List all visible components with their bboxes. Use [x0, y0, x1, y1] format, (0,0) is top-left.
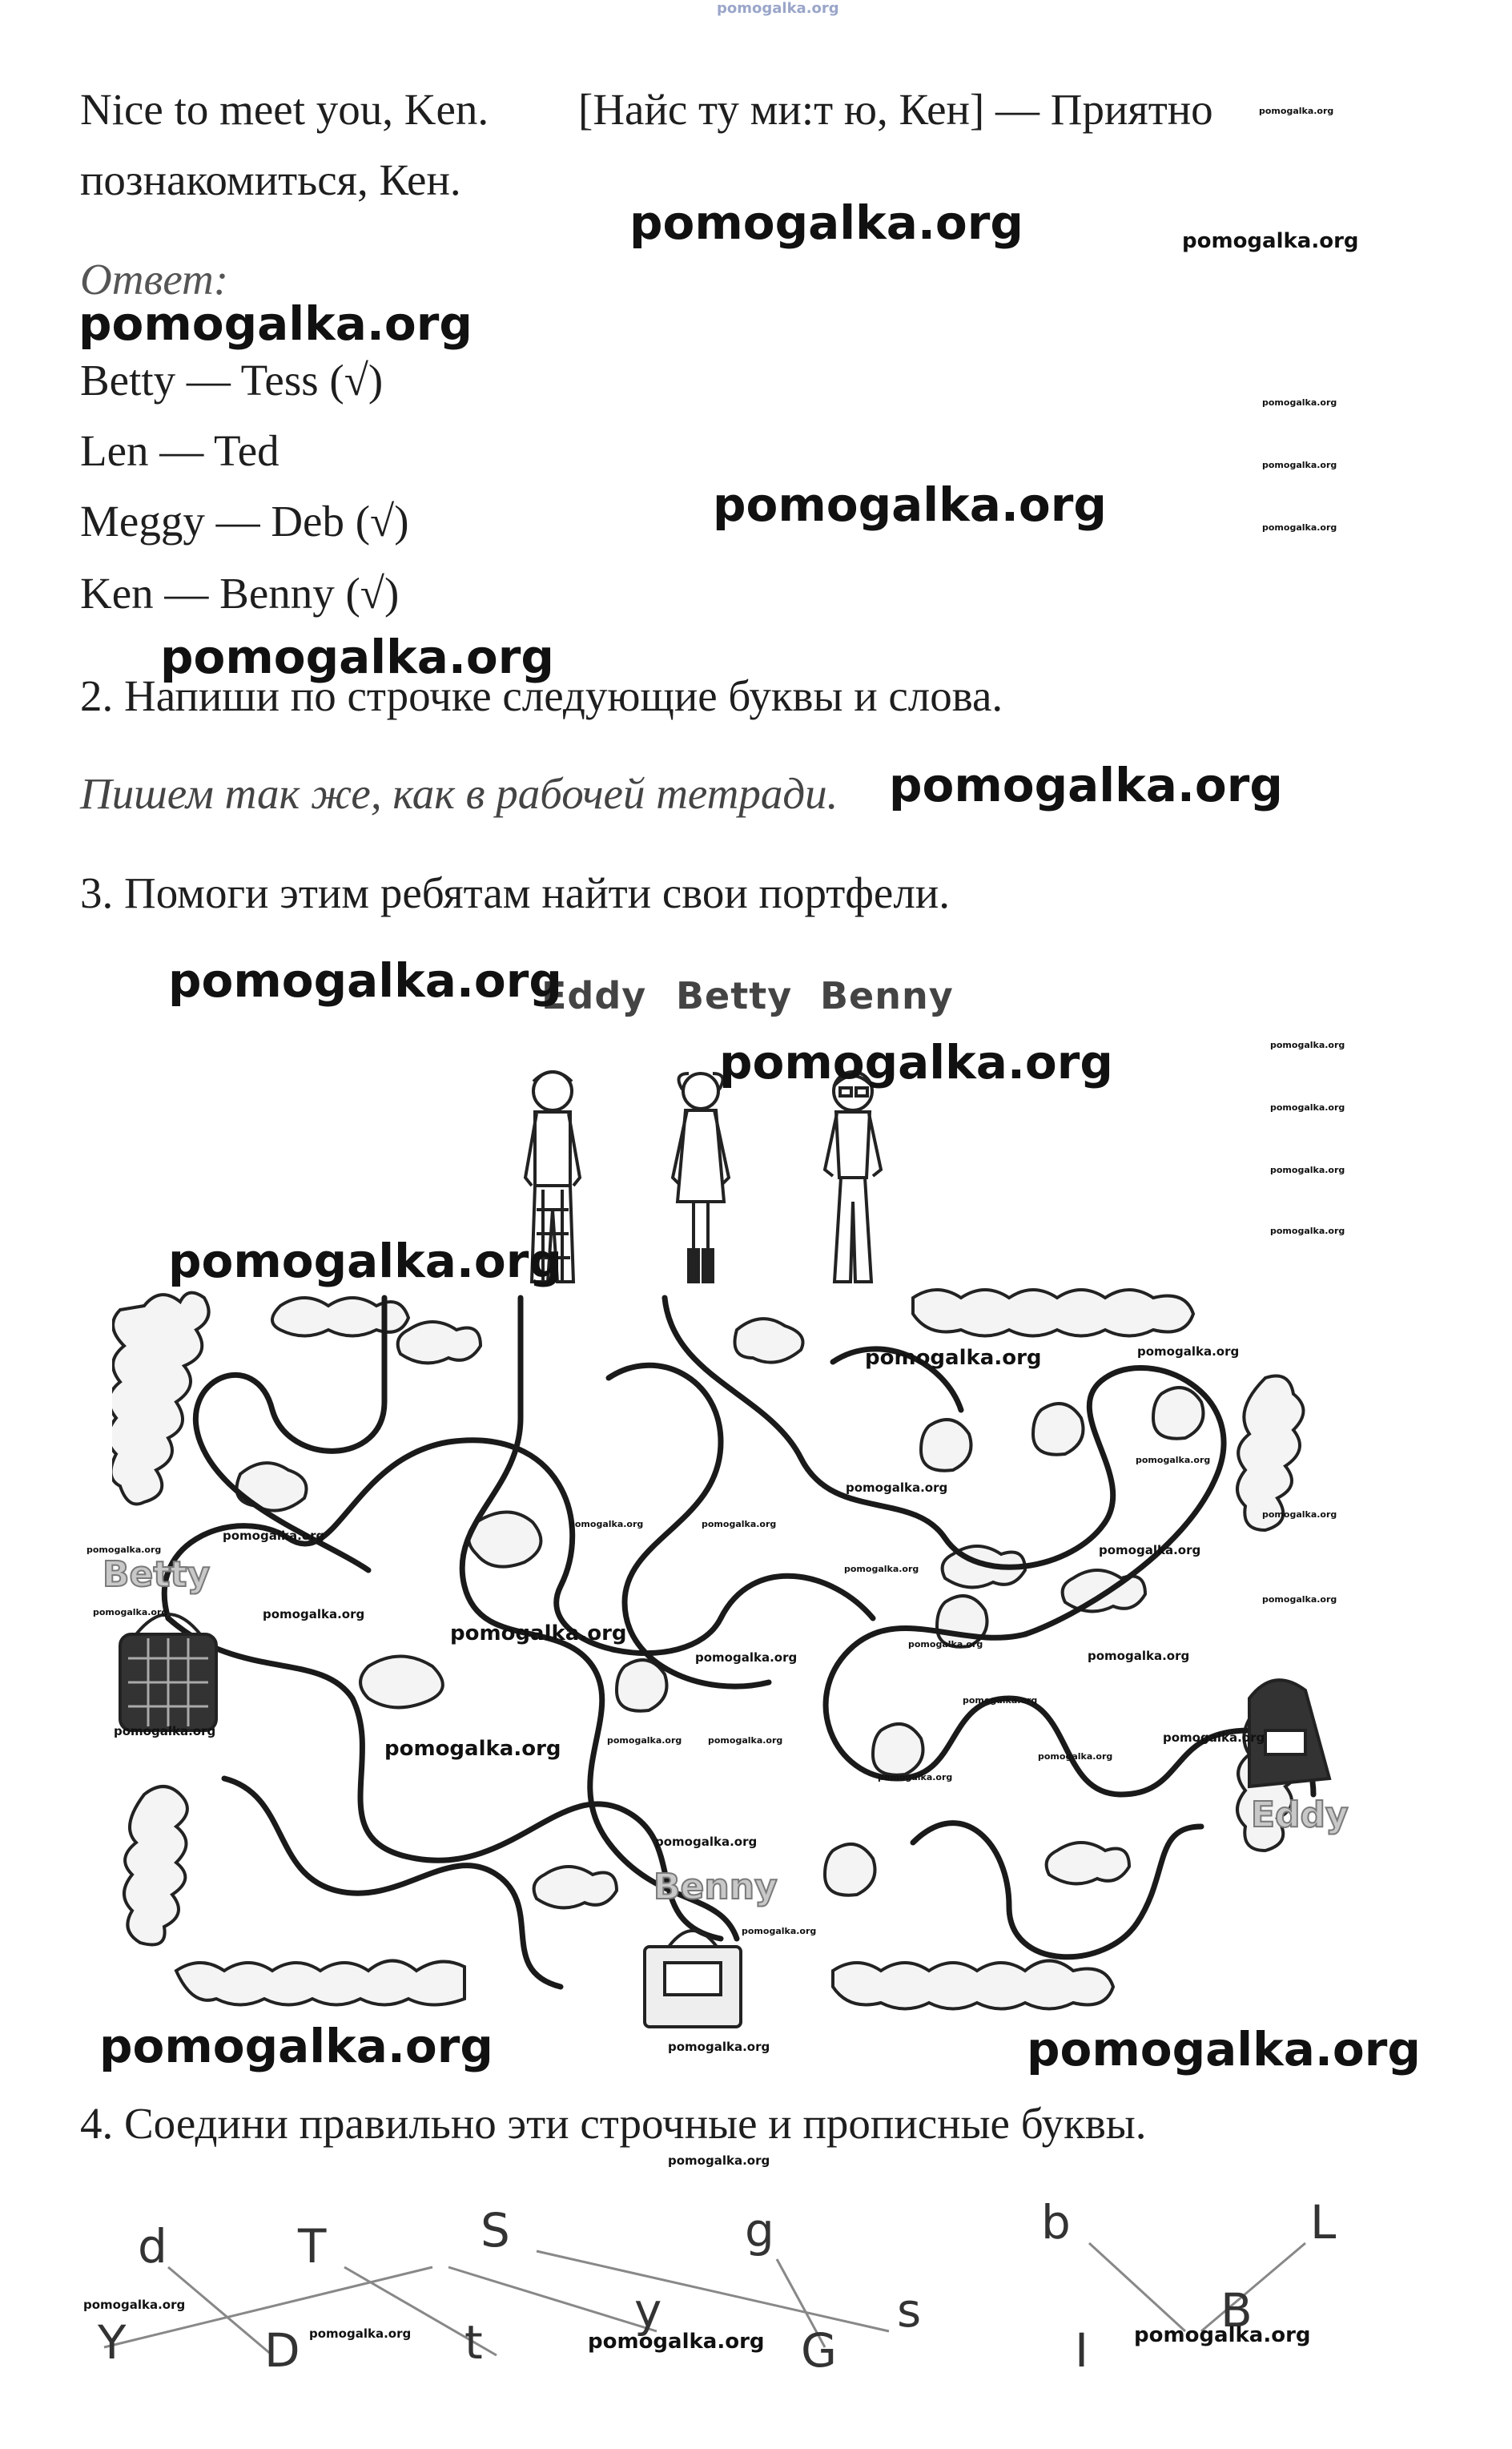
watermark: pomogalka.org — [1163, 1730, 1265, 1745]
watermark: pomogalka.org — [114, 1724, 216, 1738]
letter-g: g — [745, 2203, 774, 2258]
watermark: pomogalka.org — [384, 1737, 561, 1761]
letter-s: s — [897, 2283, 922, 2338]
watermark: pomogalka.org — [1137, 1344, 1240, 1359]
letter-d: d — [138, 2219, 167, 2274]
watermark: pomogalka.org — [86, 1545, 162, 1555]
watermark: pomogalka.org — [702, 1519, 777, 1529]
watermark: pomogalka.org — [708, 1735, 783, 1746]
phrase-russian-line2: познакомиться, Кен. — [80, 155, 461, 204]
letter-G: G — [801, 2323, 837, 2378]
task2-title: 2. Напиши по строчке следующие буквы и слова. — [80, 671, 1003, 720]
watermark: pomogalka.org — [168, 1234, 562, 1288]
letter-y: y — [634, 2283, 662, 2338]
watermark: pomogalka.org — [1038, 1751, 1113, 1762]
letter-L: L — [1310, 2195, 1337, 2250]
watermark: pomogalka.org — [865, 1346, 1042, 1370]
watermark: pomogalka.org — [1262, 1509, 1337, 1520]
watermark: pomogalka.org — [668, 2153, 770, 2168]
letter-B: B — [1220, 2283, 1253, 2338]
watermark: pomogalka.org — [83, 2298, 186, 2312]
watermark: pomogalka.org — [78, 296, 472, 351]
watermark: pomogalka.org — [1270, 1040, 1345, 1050]
watermark: pomogalka.org — [450, 1621, 627, 1645]
watermark: pomogalka.org — [742, 1926, 817, 1936]
phrase-russian-line1: [Найс ту ми:т ю, Кен] — Приятно — [578, 85, 1213, 134]
watermark: pomogalka.org — [695, 1650, 798, 1665]
watermark: pomogalka.org — [607, 1735, 682, 1746]
name-eddy: Eddy — [541, 974, 647, 1017]
watermark: pomogalka.org — [963, 1695, 1038, 1706]
site-header: pomogalka.org — [717, 0, 839, 17]
task4-title: 4. Соедини правильно эти строчные и прописные буквы. — [80, 2099, 1147, 2148]
watermark: pomogalka.org — [713, 477, 1107, 532]
watermark: pomogalka.org — [1262, 522, 1337, 533]
letter-D: D — [264, 2323, 300, 2378]
answer-pair: Len — Ted — [80, 426, 279, 475]
watermark: pomogalka.org — [629, 195, 1023, 250]
watermark: pomogalka.org — [908, 1639, 983, 1649]
letter-T: T — [298, 2219, 327, 2274]
watermark: pomogalka.org — [309, 2326, 412, 2341]
answer-label: Ответ: — [80, 255, 229, 304]
watermark: pomogalka.org — [1262, 460, 1337, 470]
watermark: pomogalka.org — [1262, 397, 1337, 408]
watermark: pomogalka.org — [93, 1607, 168, 1617]
bag-label-betty: Betty — [103, 1554, 211, 1595]
letter-b: b — [1041, 2195, 1071, 2250]
watermark: pomogalka.org — [889, 758, 1283, 812]
letter-S: S — [481, 2203, 510, 2258]
watermark: pomogalka.org — [1270, 1165, 1345, 1175]
watermark: pomogalka.org — [846, 1480, 948, 1495]
bag-label-eddy: Eddy — [1251, 1794, 1349, 1835]
watermark: pomogalka.org — [263, 1607, 365, 1621]
phrase-english: Nice to meet you, Ken. — [80, 85, 489, 134]
watermark: pomogalka.org — [168, 953, 562, 1008]
name-betty: Betty — [676, 974, 793, 1017]
watermark: pomogalka.org — [588, 2330, 765, 2354]
watermark: pomogalka.org — [1259, 106, 1334, 116]
letter-I: I — [1075, 2323, 1089, 2378]
watermark: pomogalka.org — [878, 1772, 953, 1782]
watermark: pomogalka.org — [655, 1835, 758, 1849]
watermark: pomogalka.org — [99, 2019, 493, 2073]
answer-pair: Betty — Tess (√) — [80, 356, 384, 405]
watermark: pomogalka.org — [160, 630, 554, 684]
watermark: pomogalka.org — [1099, 1543, 1201, 1557]
watermark: pomogalka.org — [719, 1035, 1113, 1090]
task3-title: 3. Помоги этим ребятам найти свои портфели. — [80, 868, 950, 917]
task2-answer: Пишем так же, как в рабочей тетради. — [80, 769, 838, 818]
watermark: pomogalka.org — [1270, 1226, 1345, 1236]
watermark: pomogalka.org — [1262, 1594, 1337, 1605]
letter-t: t — [464, 2315, 483, 2370]
watermark: pomogalka.org — [668, 2040, 770, 2054]
letter-Y: Y — [98, 2315, 127, 2370]
watermark: pomogalka.org — [844, 1564, 919, 1574]
answer-pair: Ken — Benny (√) — [80, 569, 400, 618]
watermark: pomogalka.org — [223, 1529, 325, 1543]
watermark: pomogalka.org — [1134, 2323, 1311, 2347]
watermark: pomogalka.org — [569, 1519, 644, 1529]
name-benny: Benny — [820, 974, 954, 1017]
watermark: pomogalka.org — [1088, 1649, 1190, 1663]
answer-pair: Meggy — Deb (√) — [80, 497, 409, 546]
watermark: pomogalka.org — [1027, 2022, 1421, 2076]
watermark: pomogalka.org — [1270, 1102, 1345, 1113]
watermark: pomogalka.org — [1136, 1455, 1211, 1465]
watermark: pomogalka.org — [1182, 229, 1359, 253]
bag-label-benny: Benny — [653, 1867, 778, 1907]
